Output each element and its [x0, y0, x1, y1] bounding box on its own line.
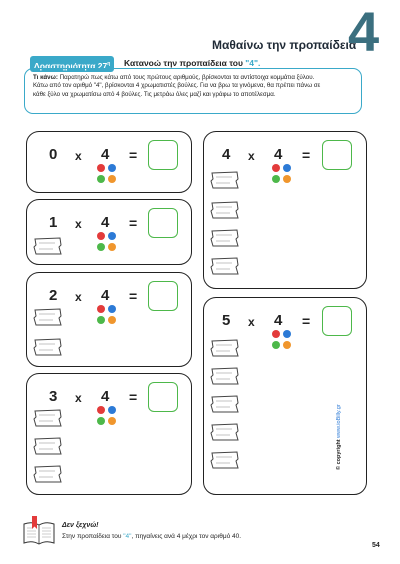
orange-dot: [283, 341, 291, 349]
green-dot: [272, 175, 280, 183]
wood-plank-icon[interactable]: [210, 366, 240, 386]
wood-plank-icon[interactable]: [210, 170, 240, 190]
red-dot: [97, 305, 105, 313]
orange-dot: [108, 175, 116, 183]
multiplier: 4: [222, 146, 231, 163]
colored-dots: [272, 330, 294, 352]
times-sign: x: [75, 217, 82, 231]
red-dot: [97, 232, 105, 240]
wood-plank-icon[interactable]: [210, 228, 240, 248]
answer-box[interactable]: [322, 140, 352, 170]
green-dot: [97, 175, 105, 183]
green-dot: [97, 417, 105, 425]
wood-plank-icon[interactable]: [33, 307, 63, 327]
red-dot: [97, 164, 105, 172]
equation-card-2: [26, 272, 192, 367]
instructions-line-2: Κάτω από τον αριθμό "4", βρίσκονται 4 χρωματιστές βούλες. Για να βρω τα γινόμενα, θα πρέπει πάνω σε: [33, 82, 321, 90]
red-dot: [272, 164, 280, 172]
activity-label-suffix: η: [107, 61, 111, 67]
instructions-line-1: [33, 74, 353, 82]
instructions-box: [24, 68, 362, 114]
red-dot: [272, 330, 280, 338]
equals-sign: =: [129, 288, 138, 304]
instructions-text-1: Παρατηρώ πως κάτω από τους πρώτους αριθμούς, βρίσκονται τα αντίστοιχα κομμάτια ξύλου.: [59, 74, 315, 81]
red-dot: [97, 406, 105, 414]
equals-sign: =: [302, 313, 311, 329]
wood-plank-icon[interactable]: [210, 450, 240, 470]
equation-card-5: [203, 297, 367, 495]
multiplier: 5: [222, 312, 231, 329]
colored-dots: [97, 305, 119, 327]
multiplicand: 4: [274, 146, 283, 163]
multiplier: 1: [49, 214, 58, 231]
activity-label-text: Δραστηριότητα 27: [33, 60, 108, 71]
equation-card-3: [26, 373, 192, 495]
open-book-icon: [22, 516, 56, 546]
equals-sign: =: [129, 389, 138, 405]
blue-dot: [108, 305, 116, 313]
activity-title: [124, 58, 260, 68]
blue-dot: [108, 232, 116, 240]
colored-dots: [97, 232, 119, 254]
wood-plank-icon[interactable]: [33, 337, 63, 357]
wood-plank-icon[interactable]: [210, 394, 240, 414]
equation-row: [49, 287, 189, 311]
big-number-badge: 4: [348, 0, 380, 63]
copyright-text: [336, 404, 342, 470]
did-you-know-suffix: , πηγαίνεις ανά 4 μέχρι τον αριθμό 40.: [131, 533, 242, 540]
times-sign: x: [75, 149, 82, 163]
times-sign: x: [75, 290, 82, 304]
wood-plank-icon[interactable]: [33, 436, 63, 456]
wood-plank-icon[interactable]: [33, 236, 63, 256]
times-sign: x: [248, 149, 255, 163]
did-you-know-prefix: Στην προπαίδεια του: [62, 533, 124, 540]
orange-dot: [108, 417, 116, 425]
did-you-know-quote: "4": [123, 533, 132, 540]
activity-title-prefix: Κατανοώ την προπαίδεια του: [124, 58, 246, 68]
answer-box[interactable]: [148, 208, 178, 238]
green-dot: [97, 316, 105, 324]
times-sign: x: [75, 391, 82, 405]
copyright-url[interactable]: www.ioBilly.gr: [336, 404, 342, 438]
colored-dots: [97, 164, 119, 186]
equation-card-0: [26, 131, 192, 193]
wood-plank-icon[interactable]: [210, 422, 240, 442]
orange-dot: [108, 316, 116, 324]
multiplicand: 4: [101, 287, 110, 304]
blue-dot: [283, 330, 291, 338]
green-dot: [97, 243, 105, 251]
equals-sign: =: [129, 147, 138, 163]
blue-dot: [283, 164, 291, 172]
equation-row: [49, 146, 189, 170]
multiplicand: 4: [101, 388, 110, 405]
answer-box[interactable]: [148, 140, 178, 170]
wood-plank-icon[interactable]: [210, 200, 240, 220]
page-number: 54: [372, 542, 380, 549]
colored-dots: [97, 406, 119, 428]
instructions-line-3: κάθε ξύλο να χρωματίσω από 4 βούλες. Τις μετράω όλες μαζί και γράφω το αποτέλεσμα.: [33, 90, 276, 98]
multiplicand: 4: [274, 312, 283, 329]
answer-box[interactable]: [148, 382, 178, 412]
blue-dot: [108, 406, 116, 414]
multiplier: 2: [49, 287, 58, 304]
instructions-bold: Τι κάνω:: [33, 74, 58, 81]
orange-dot: [283, 175, 291, 183]
multiplier: 3: [49, 388, 58, 405]
times-sign: x: [248, 315, 255, 329]
equation-row: [49, 388, 189, 412]
wood-plank-icon[interactable]: [210, 256, 240, 276]
activity-title-quote: "4".: [245, 58, 261, 68]
green-dot: [272, 341, 280, 349]
equation-row: [49, 214, 189, 238]
orange-dot: [108, 243, 116, 251]
wood-plank-icon[interactable]: [33, 408, 63, 428]
equals-sign: =: [129, 215, 138, 231]
blue-dot: [108, 164, 116, 172]
answer-box[interactable]: [148, 281, 178, 311]
multiplier: 0: [49, 146, 58, 163]
did-you-know-text: [62, 533, 241, 540]
equation-card-1: [26, 199, 192, 265]
did-you-know-title: Δεν ξεχνώ!: [62, 522, 99, 529]
copyright-prefix: © copyright: [336, 439, 342, 470]
multiplicand: 4: [101, 146, 110, 163]
answer-box[interactable]: [322, 306, 352, 336]
wood-plank-icon[interactable]: [210, 338, 240, 358]
equals-sign: =: [302, 147, 311, 163]
page-title: Μαθαίνω την προπαίδεια: [212, 38, 357, 52]
wood-plank-icon[interactable]: [33, 464, 63, 484]
equation-card-4: [203, 131, 367, 289]
multiplicand: 4: [101, 214, 110, 231]
colored-dots: [272, 164, 294, 186]
